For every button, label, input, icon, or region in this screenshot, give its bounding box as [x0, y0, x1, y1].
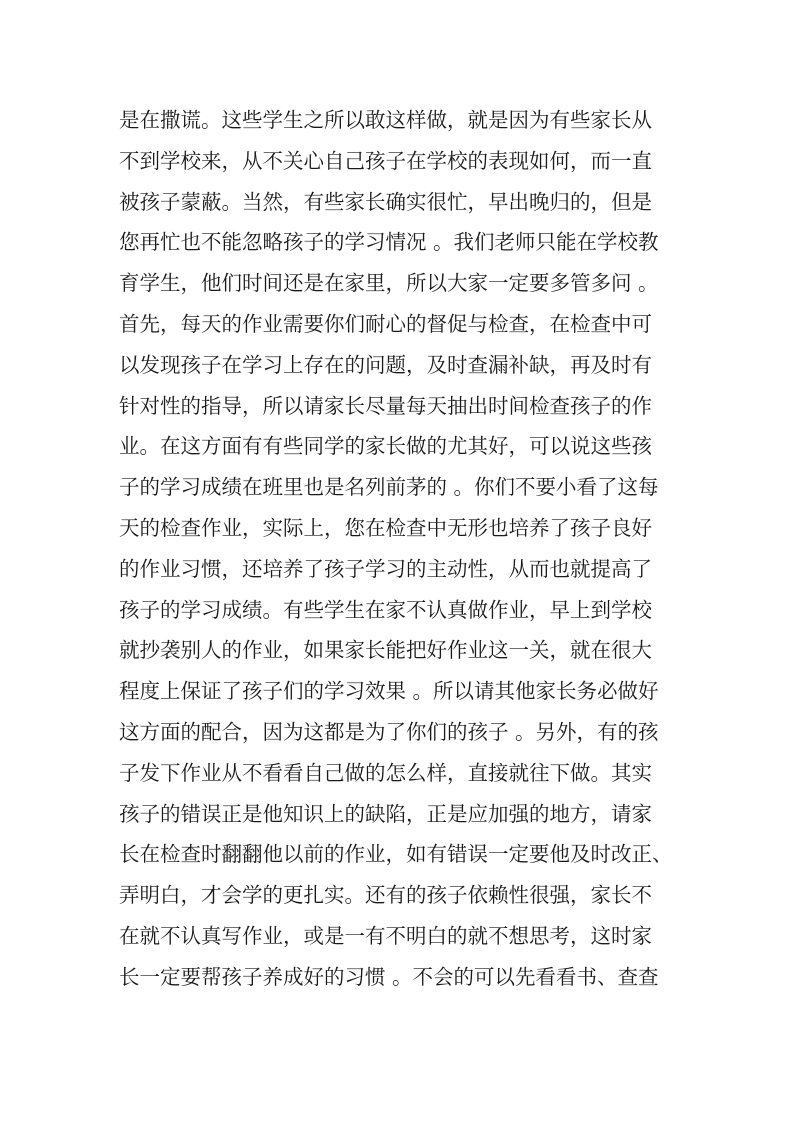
- text-line: 就抄袭别人的作业，如果家长能把好作业这一关，就在很大: [119, 638, 652, 663]
- body-text: [119, 100, 679, 998]
- text-line: 孩子的学习成绩。有些学生在家不认真做作业，早上到学校: [119, 597, 652, 622]
- text-line: 业。在这方面有有些同学的家长做的尤其好，可以说这些孩: [119, 434, 652, 459]
- text-line: 您再忙也不能忽略孩子的学习情况 。我们老师只能在学校教: [119, 230, 659, 255]
- text-line: 以发现孩子在学习上存在的问题，及时查漏补缺，再及时有: [119, 352, 652, 377]
- text-line: 不到学校来，从不关心自己孩子在学校的表现如何，而一直: [119, 148, 652, 173]
- text-line: 子的学习成绩在班里也是名列前茅的 。你们不要小看了这每: [119, 475, 659, 500]
- text-line: 弄明白，才会学的更扎实。还有的孩子依赖性很强，家长不: [119, 883, 652, 908]
- text-line: 孩子的错误正是他知识上的缺陷，正是应加强的地方，请家: [119, 801, 652, 826]
- text-line: 天的检查作业，实际上，您在检查中无形也培养了孩子良好: [119, 515, 652, 540]
- text-line: 长在检查时翻翻他以前的作业，如有错误一定要他及时改正、: [119, 842, 673, 867]
- text-line: 针对性的指导，所以请家长尽量每天抽出时间检查孩子的作: [119, 393, 652, 418]
- text-line: 的作业习惯，还培养了孩子学习的主动性，从而也就提高了: [119, 556, 652, 581]
- text-line: 是在撒谎。这些学生之所以敢这样做，就是因为有些家长从: [119, 108, 652, 132]
- text-line: 被孩子蒙蔽。当然，有些家长确实很忙，早出晚归的，但是: [119, 189, 652, 214]
- text-line: 子发下作业从不看看自己做的怎么样，直接就往下做。其实: [119, 760, 652, 785]
- text-line: 长一定要帮孩子养成好的习惯 。不会的可以先看看书、查查: [119, 964, 659, 989]
- text-line: 育学生，他们时间还是在家里，所以大家一定要多管多问 。: [119, 271, 659, 296]
- text-line: 程度上保证了孩子们的学习效果 。所以请其他家长务必做好: [119, 679, 659, 704]
- text-line: 这方面的配合，因为这都是为了你们的孩子 。另外，有的孩: [119, 719, 659, 744]
- text-line: 首先，每天的作业需要你们耐心的督促与检查，在检查中可: [119, 311, 652, 336]
- text-line: 在就不认真写作业，或是一有不明白的就不想思考，这时家: [119, 923, 652, 948]
